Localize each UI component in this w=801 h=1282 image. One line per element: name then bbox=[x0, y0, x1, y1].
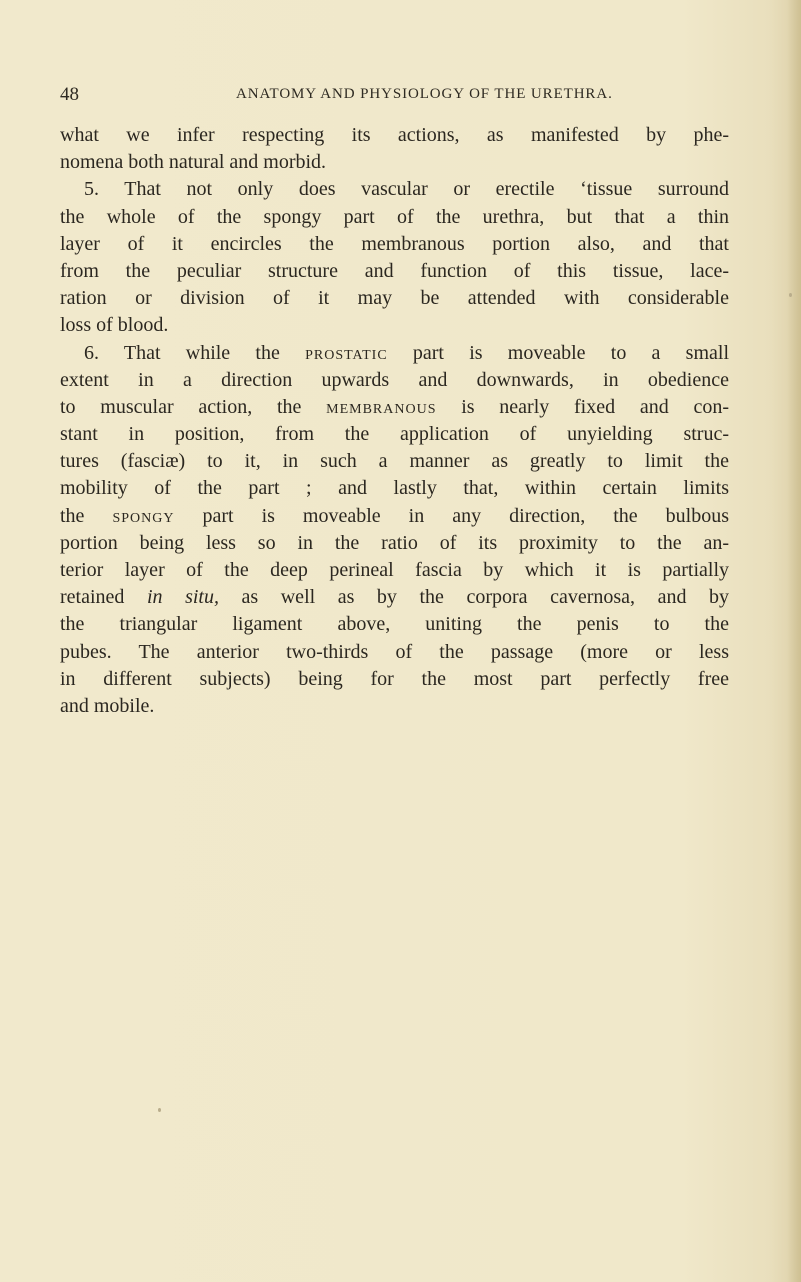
italic-term: in situ, bbox=[146, 586, 219, 609]
text-run: part is moveable to a small bbox=[387, 341, 729, 364]
text-line: stant in position, from the application of unyielding struc- bbox=[60, 423, 729, 446]
paragraph-5-start: 5. That not only does vascular or erectile ‘tissue surround bbox=[84, 178, 729, 201]
text-line: what we infer respecting its actions, as manifested by phe- bbox=[60, 124, 729, 146]
text-run: is nearly fixed and con- bbox=[436, 395, 729, 418]
text-line bbox=[60, 394, 729, 421]
text-line: in different subjects) being for the most part perfectly free bbox=[60, 667, 729, 690]
text-run: retained bbox=[60, 586, 147, 609]
text-line: from the peculiar structure and function of this tissue, lace- bbox=[60, 259, 729, 282]
running-title: ANATOMY AND PHYSIOLOGY OF THE URETHRA. bbox=[236, 86, 613, 102]
text-line: pubes. The anterior two-thirds of the passage (more or less bbox=[60, 640, 729, 663]
text-line: layer of it encircles the membranous portion also, and that bbox=[60, 232, 729, 255]
text-line: extent in a direction upwards and downwards, in obedience bbox=[60, 368, 729, 391]
paper-speck bbox=[158, 1108, 161, 1112]
text-run: to muscular action, the bbox=[60, 395, 327, 418]
page-edge-shadow bbox=[787, 0, 801, 1282]
body-text bbox=[60, 122, 729, 720]
text-line: portion being less so in the ratio of its proximity to the an- bbox=[60, 531, 729, 554]
paper-speck bbox=[789, 293, 792, 297]
paragraph-6-start bbox=[60, 340, 729, 367]
text-line: terior layer of the deep perineal fascia by which it is partially bbox=[60, 559, 729, 581]
page-number: 48 bbox=[60, 84, 79, 105]
small-caps-term: spongy bbox=[112, 504, 175, 527]
text-line: ration or division of it may be attended with considerable bbox=[60, 287, 729, 310]
text-line: mobility of the part ; and lastly that, within certain limits bbox=[60, 477, 729, 500]
text-line bbox=[60, 503, 729, 530]
text-line: nomena both natural and morbid. bbox=[60, 151, 327, 174]
text-line bbox=[60, 584, 729, 611]
text-line: the whole of the spongy part of the urethra, but that a thin bbox=[60, 205, 729, 228]
small-caps-term: prostatic bbox=[305, 341, 388, 364]
small-caps-term: membranous bbox=[326, 395, 437, 418]
text-run: as well as by the corpora cavernosa, and by bbox=[218, 586, 730, 609]
text-line: and mobile. bbox=[60, 694, 155, 717]
text-run: the bbox=[60, 504, 113, 527]
text-line: tures (fasciæ) to it, in such a manner as greatly to limit the bbox=[60, 450, 729, 473]
running-head bbox=[60, 84, 720, 108]
text-line: loss of blood. bbox=[60, 314, 169, 337]
text-run: 6. That while the bbox=[84, 341, 306, 364]
text-run: part is moveable in any direction, the bulbous bbox=[174, 504, 730, 527]
text-line: the triangular ligament above, uniting the penis to the bbox=[60, 613, 729, 636]
